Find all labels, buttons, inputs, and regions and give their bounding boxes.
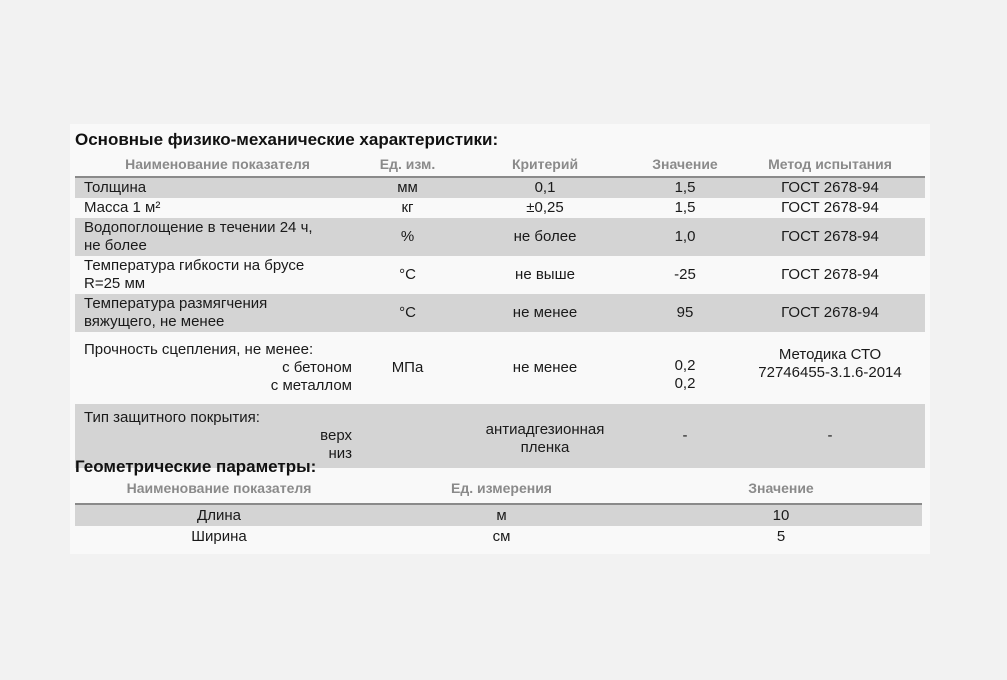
row-method: ГОСТ 2678-94 bbox=[781, 266, 879, 283]
row-value: 10 bbox=[640, 504, 922, 526]
row-name-line: вяжущего, не менее bbox=[84, 313, 225, 330]
row-unit: кг bbox=[401, 199, 414, 216]
row-subitem: низ bbox=[328, 445, 352, 462]
column-header-value: Значение bbox=[652, 155, 718, 172]
row-unit: МПа bbox=[391, 359, 424, 376]
row-name-line: Температура гибкости на брусе bbox=[84, 257, 305, 274]
row-name-line: не более bbox=[84, 237, 147, 254]
column-header-name: Наименование показателя bbox=[126, 480, 312, 496]
row-name bbox=[75, 256, 360, 294]
column-header-value: Значение bbox=[748, 480, 814, 496]
row-method: - bbox=[735, 404, 925, 468]
table-row bbox=[75, 177, 925, 198]
row-name bbox=[75, 332, 360, 404]
row-value-line: 0,2 bbox=[674, 357, 696, 374]
row-unit: мм bbox=[360, 177, 455, 198]
table-row bbox=[75, 256, 925, 294]
row-method-line: 72746455-3.1.6-2014 bbox=[758, 364, 902, 381]
table-row bbox=[75, 294, 925, 332]
table-header-row bbox=[75, 473, 922, 504]
row-criterion-line: антиадгезионная bbox=[485, 421, 605, 438]
table-row bbox=[75, 526, 922, 547]
row-method-line: Методика СТО bbox=[778, 346, 882, 363]
row-criterion-line: пленка bbox=[520, 439, 570, 456]
row-name bbox=[75, 294, 360, 332]
row-unit: см bbox=[492, 528, 511, 545]
table-row bbox=[75, 332, 925, 404]
row-criterion: не менее bbox=[455, 294, 635, 332]
row-criterion: 0,1 bbox=[455, 177, 635, 198]
row-method: ГОСТ 2678-94 bbox=[735, 218, 925, 256]
section-title-physical: Основные физико-механические характеристики: bbox=[75, 130, 499, 149]
column-header-method: Метод испытания bbox=[768, 155, 892, 172]
row-criterion: не менее bbox=[512, 359, 578, 376]
row-subitems bbox=[84, 359, 360, 395]
row-unit bbox=[360, 404, 455, 468]
table-row bbox=[75, 198, 925, 218]
row-method: ГОСТ 2678-94 bbox=[735, 294, 925, 332]
row-subitem: с бетоном bbox=[282, 359, 352, 376]
row-name: Длина bbox=[75, 504, 363, 526]
row-criterion: ±0,25 bbox=[526, 199, 564, 216]
row-value: -25 bbox=[674, 266, 696, 283]
row-criterion: не более bbox=[455, 218, 635, 256]
table-header-row bbox=[75, 151, 925, 177]
row-name bbox=[75, 218, 360, 256]
row-value: 95 bbox=[635, 294, 735, 332]
row-name-line: Водопоглощение в течении 24 ч, bbox=[84, 219, 313, 236]
row-method bbox=[735, 332, 925, 404]
row-value bbox=[635, 332, 735, 404]
geometric-parameters-table bbox=[75, 473, 922, 547]
row-subitem: с металлом bbox=[270, 377, 352, 394]
column-header-name: Наименование показателя bbox=[125, 155, 310, 172]
row-name-line: R=25 мм bbox=[84, 275, 146, 292]
column-header-unit: Ед. измерения bbox=[451, 480, 552, 496]
row-method: ГОСТ 2678-94 bbox=[781, 199, 879, 216]
row-name: Ширина bbox=[191, 528, 247, 545]
row-value: 1,5 bbox=[674, 199, 696, 216]
row-unit: м bbox=[363, 504, 640, 526]
row-subitem: верх bbox=[320, 427, 352, 444]
row-criterion: не выше bbox=[515, 266, 575, 283]
row-value: - bbox=[635, 404, 735, 468]
row-method: ГОСТ 2678-94 bbox=[735, 177, 925, 198]
column-header-criterion: Критерий bbox=[511, 155, 579, 172]
table-row bbox=[75, 504, 922, 526]
row-value: 1,0 bbox=[635, 218, 735, 256]
row-name-line: Прочность сцепления, не менее: bbox=[84, 341, 314, 358]
table-row bbox=[75, 218, 925, 256]
column-header-unit: Ед. изм. bbox=[379, 155, 436, 172]
row-unit: % bbox=[360, 218, 455, 256]
row-criterion bbox=[455, 404, 635, 468]
row-name: Толщина bbox=[75, 177, 360, 198]
physical-properties-table bbox=[75, 151, 925, 468]
row-value-line: 0,2 bbox=[674, 375, 696, 392]
row-name-line: Температура размягчения bbox=[84, 295, 268, 312]
row-name-line: Тип защитного покрытия: bbox=[84, 409, 260, 426]
row-unit: °С bbox=[399, 266, 416, 283]
row-value: 5 bbox=[776, 528, 786, 545]
row-unit: °С bbox=[360, 294, 455, 332]
section-title-geometric: Геометрические параметры: bbox=[75, 457, 317, 476]
row-value: 1,5 bbox=[635, 177, 735, 198]
row-name: Масса 1 м² bbox=[84, 199, 161, 216]
